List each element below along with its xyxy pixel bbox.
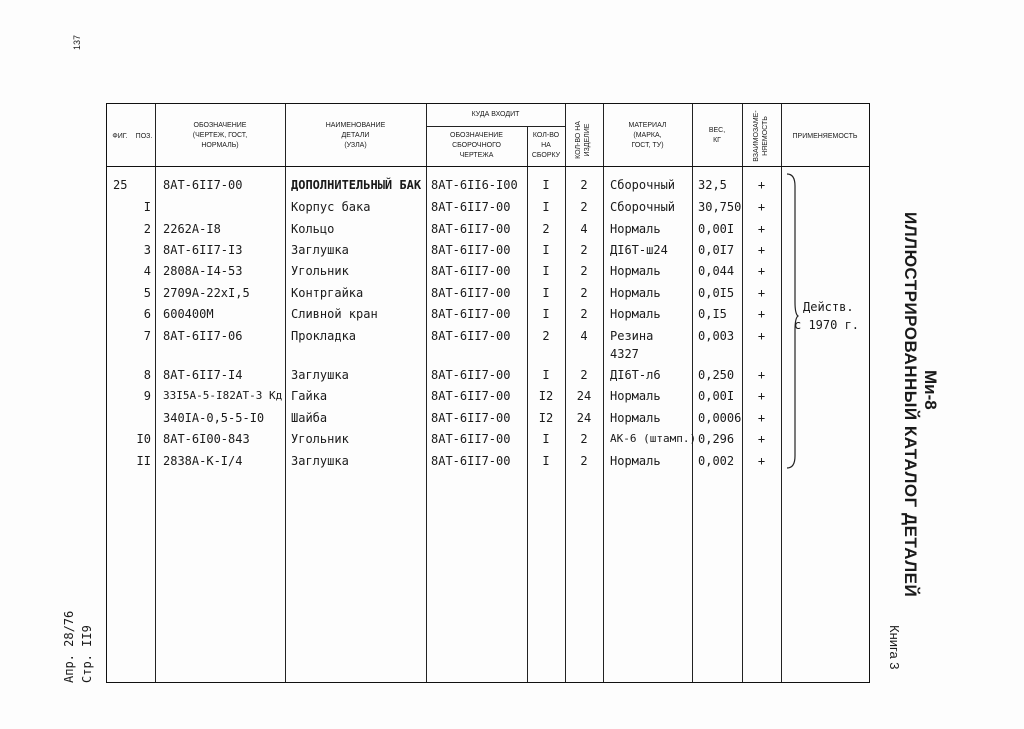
material-cell: Нормаль [610,264,661,278]
qty-product-cell: 24 [576,411,592,425]
designation-cell: 8АТ-6II7-I3 [163,243,243,257]
weight-cell: 0,0I5 [698,286,735,300]
header-name: НАИМЕНОВАНИЕ ДЕТАЛИ (УЗЛА) [325,122,386,149]
name-cell: Прокладка [291,329,357,343]
qty-assembly-cell: I [542,264,550,278]
interchange-cell: + [757,411,766,425]
interchange-cell: + [757,432,766,446]
header-where-used: КУДА ВХОДИТ [471,111,520,118]
interchange-cell: + [757,264,766,278]
interchange-cell: + [757,222,766,236]
qty-product-cell: 2 [580,243,588,257]
designation-cell: 33I5А-5-I82АТ-3 Кд [163,389,283,402]
assembly-cell: 8АТ-6II7-00 [431,329,511,343]
qty-assembly-cell: I [542,307,550,321]
header-qty-assembly: КОЛ-ВО НА СБОРКУ [531,132,561,159]
material-cell: Нормаль [610,389,661,403]
weight-cell: 0,00I [698,389,735,403]
material-cell: Нормаль [610,411,661,425]
weight-cell: 0,0006 [698,411,742,425]
qty-assembly-cell: I [542,243,550,257]
designation-cell: 8АТ-6II7-06 [163,329,243,343]
material-cell: Резина [610,329,654,343]
catalog-title: ИЛЛЮСТРИРОВАННЫЙ КАТАЛОГ ДЕТАЛЕЙ [901,212,920,598]
designation-cell: 2262А-I8 [163,222,221,236]
interchange-cell: + [757,286,766,300]
assembly-cell: 8АТ-6II7-00 [431,222,511,236]
qty-assembly-cell: I2 [538,389,554,403]
material-cell: ДI6Т-ш24 [610,243,668,257]
weight-cell: 0,0I7 [698,243,735,257]
name-cell: Шайба [291,411,328,425]
interchange-cell: + [757,368,766,382]
designation-cell: 2838А-К-I/4 [163,454,243,468]
weight-cell: 0,I5 [698,307,727,321]
pos-cell: 5 [143,286,151,300]
weight-cell: 0,044 [698,264,735,278]
interchange-cell: + [757,307,766,321]
header-weight: ВЕС, КГ [708,127,726,144]
interchange-cell: + [757,243,766,257]
material-cell: Сборочный [610,178,676,192]
name-cell: Заглушка [291,243,349,257]
qty-assembly-cell: I [542,454,550,468]
weight-cell: 0,00I [698,222,735,236]
qty-product-cell: 4 [580,329,588,343]
pos-cell: I0 [136,432,151,446]
qty-assembly-cell: 2 [542,222,550,236]
material-cell: Нормаль [610,286,661,300]
pos-cell: 3 [143,243,151,257]
material-cell: ДI6Т-л6 [610,368,661,382]
revision-date: Апр. 28/76 [62,610,76,683]
designation-cell: 2709А-22хI,5 [163,286,250,300]
pos-cell: 9 [143,389,151,403]
assembly-cell: 8АТ-6II7-00 [431,200,511,214]
pos-cell: 2 [143,222,151,236]
header-designation: ОБОЗНАЧЕНИЕ (ЧЕРТЕЖ, ГОСТ, НОРМАЛЬ) [192,122,248,149]
qty-product-cell: 2 [580,454,588,468]
designation-cell: 8АТ-6II7-00 [163,178,243,192]
assembly-cell: 8АТ-6II7-00 [431,389,511,403]
name-cell: Угольник [291,264,349,278]
designation-cell: 8АТ-6II7-I4 [163,368,243,382]
material-cell: Нормаль [610,454,661,468]
interchange-cell: + [757,454,766,468]
header-pos: ПОЗ. [135,133,153,140]
weight-cell: 0,003 [698,329,735,343]
weight-cell: 30,750 [698,200,742,214]
assembly-cell: 8АТ-6II7-00 [431,307,511,321]
parts-table [106,103,870,683]
weight-cell: 32,5 [698,178,727,192]
assembly-cell: 8АТ-6II7-00 [431,432,511,446]
assembly-cell: 8АТ-6II7-00 [431,243,511,257]
qty-assembly-cell: I [542,178,550,192]
book-label: Книга 3 [887,625,902,670]
qty-assembly-cell: I [542,200,550,214]
pos-cell: 7 [143,329,151,343]
assembly-cell: 8АТ-6II7-00 [431,411,511,425]
qty-product-cell: 2 [580,178,588,192]
qty-product-cell: 2 [580,286,588,300]
header-applicability: ПРИМЕНЯЕМОСТЬ [792,133,858,140]
assembly-cell: 8АТ-6II7-00 [431,454,511,468]
designation-cell: 2808А-I4-53 [163,264,243,278]
interchange-cell: + [757,178,766,192]
name-cell: Заглушка [291,368,349,382]
qty-product-cell: 24 [576,389,592,403]
qty-product-cell: 2 [580,200,588,214]
name-cell: Корпус бака [291,200,371,214]
material-cell: Сборочный [610,200,676,214]
name-cell: Заглушка [291,454,349,468]
qty-product-cell: 2 [580,432,588,446]
name-cell: ДОПОЛНИТЕЛЬНЫЙ БАК [291,178,422,192]
header-fig: ФИГ. [112,133,128,140]
qty-product-cell: 2 [580,264,588,278]
qty-product-cell: 4 [580,222,588,236]
page-number-top: 137 [72,34,82,50]
interchange-cell: + [757,200,766,214]
applicability-note-2: с 1970 г. [794,318,860,332]
qty-assembly-cell: I [542,432,550,446]
qty-assembly-cell: I2 [538,411,554,425]
header-qty-product: КОЛ-ВО НА ИЗДЕЛИЕ [575,121,591,159]
qty-product-cell: 2 [580,368,588,382]
assembly-cell: 8АТ-6II7-00 [431,264,511,278]
fig-cell: 25 [113,178,128,192]
header-assembly: ОБОЗНАЧЕНИЕ СБОРОЧНОГО ЧЕРТЕЖА [450,132,503,159]
qty-product-cell: 2 [580,307,588,321]
header-material: МАТЕРИАЛ (МАРКА, ГОСТ, ТУ) [628,122,667,149]
applicability-note-1: Действ. [803,300,854,314]
designation-cell: 340IА-0,5-5-I0 [163,411,265,425]
name-cell: Гайка [291,389,328,403]
qty-assembly-cell: 2 [542,329,550,343]
qty-assembly-cell: I [542,368,550,382]
designation-cell: 8АТ-6I00-843 [163,432,250,446]
pos-cell: 8 [143,368,151,382]
model-title: Ми-8 [921,370,940,410]
pos-cell: 4 [143,264,151,278]
name-cell: Контргайка [291,286,364,300]
interchange-cell: + [757,329,766,343]
designation-cell: 600400М [163,307,214,321]
weight-cell: 0,002 [698,454,735,468]
qty-assembly-cell: I [542,286,550,300]
name-cell: Кольцо [291,222,335,236]
pos-cell: I [143,200,151,214]
pos-cell: II [136,454,151,468]
name-cell: Угольник [291,432,349,446]
material-cell: Нормаль [610,222,661,236]
assembly-cell: 8АТ-6II7-00 [431,286,511,300]
pos-cell: 6 [143,307,151,321]
interchange-cell: + [757,389,766,403]
page-reference: Стр. II9 [80,625,94,683]
header-interchangeability: ВЗАИМОЗАМЕ- НЯЕМОСТЬ [753,110,769,162]
weight-cell: 0,250 [698,368,735,382]
weight-cell: 0,296 [698,432,735,446]
name-cell: Сливной кран [291,307,378,321]
material-cell-line2: 4327 [610,347,639,361]
material-cell: АК-6 (штамп.) [610,432,697,445]
assembly-cell: 8АТ-6II6-I00 [431,178,518,192]
assembly-cell: 8АТ-6II7-00 [431,368,511,382]
material-cell: Нормаль [610,307,661,321]
